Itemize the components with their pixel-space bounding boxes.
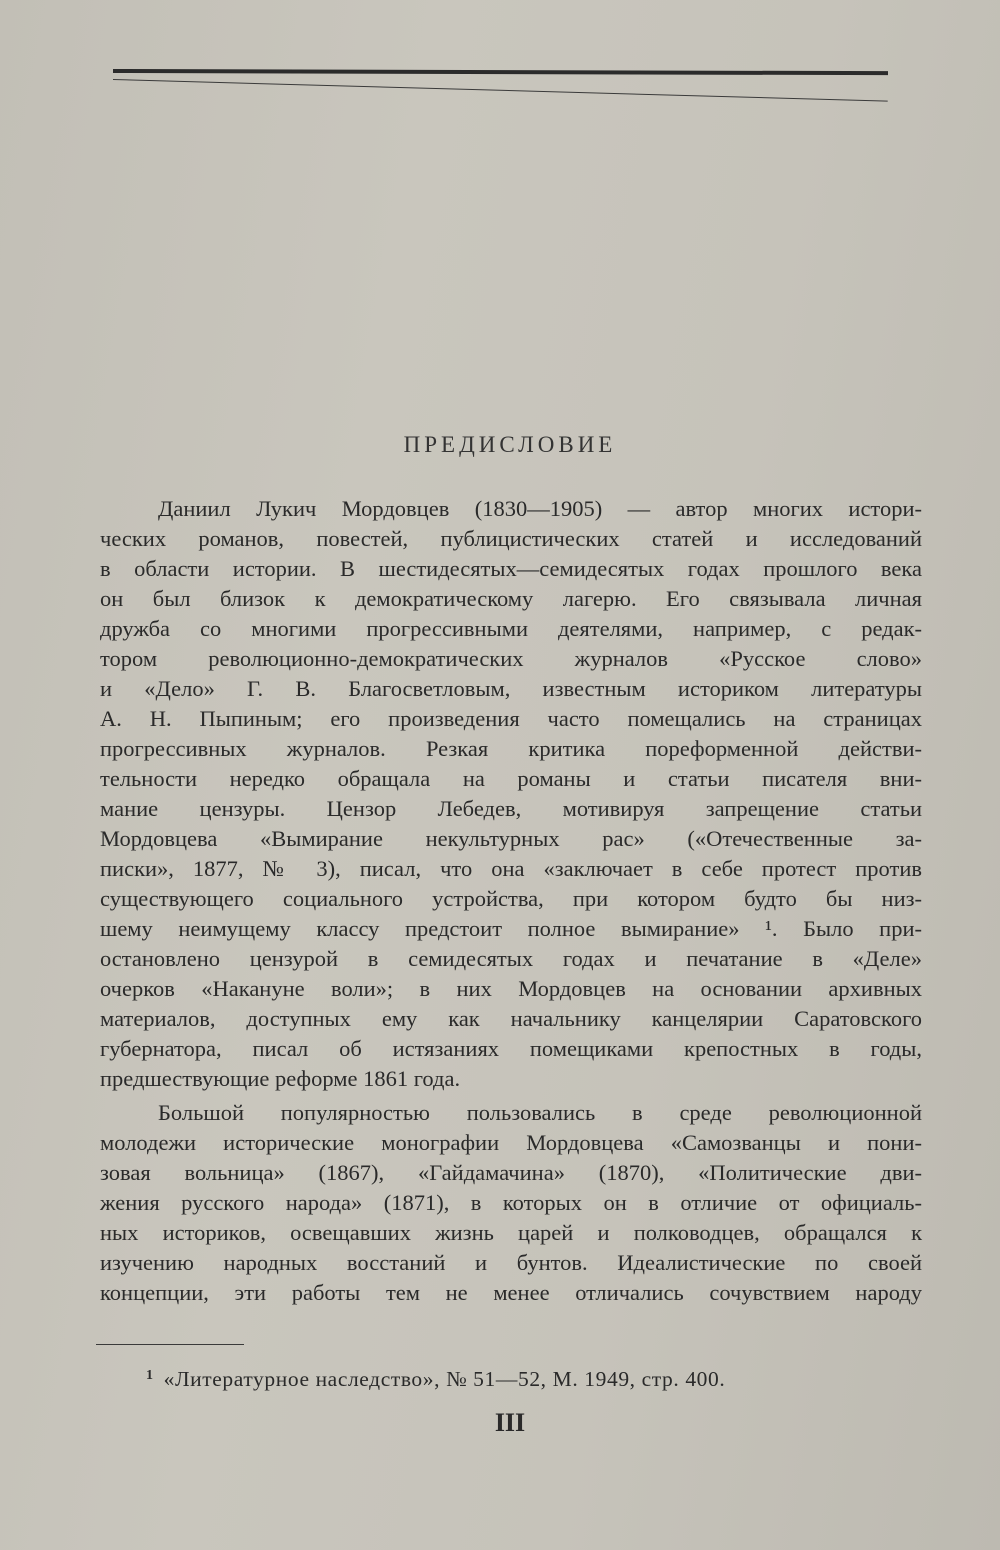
footnote xyxy=(146,1361,725,1394)
page-heading: ПРЕДИСЛОВИЕ xyxy=(403,432,617,457)
text-line: молодежи исторические монографии Мордовцева «Самозванцы и пони- xyxy=(100,1130,922,1155)
text-line: предшествующие реформе 1861 года. xyxy=(100,1066,461,1091)
text-line: Большой популярностью пользовались в среде революционной xyxy=(158,1100,922,1125)
footnote-divider xyxy=(96,1344,244,1345)
text-line: зовая вольница» (1867), «Гайдамачина» (1870), «Политические дви- xyxy=(100,1160,922,1185)
text-line: мание цензуры. Цензор Лебедев, мотивируя запрещение статьи xyxy=(100,796,922,821)
text-line: он был близок к демократическому лагерю. Его связывала личная xyxy=(100,586,922,611)
text-line: изучению народных восстаний и бунтов. Идеалистические по своей xyxy=(100,1250,922,1275)
text-line: тельности нередко обращала на романы и статьи писателя вни- xyxy=(100,766,922,791)
text-line: очерков «Накануне воли»; в них Мордовцев на основании архивных xyxy=(100,976,922,1001)
text-line: существующего социального устройства, при котором будто бы низ- xyxy=(100,886,922,911)
text-line: остановлено цензурой в семидесятых годах и печатание в «Деле» xyxy=(100,946,922,971)
top-rule-thin xyxy=(113,79,888,102)
text-line: писки», 1877, № 3), писал, что она «заключает в себе протест против xyxy=(100,856,922,881)
paragraph-2 xyxy=(100,1098,922,1308)
text-line: жения русского народа» (1871), в которых он в отличие от официаль- xyxy=(100,1190,922,1215)
text-line: материалов, доступных ему как начальнику канцелярии Саратовского xyxy=(100,1006,922,1031)
text-line: дружба со многими прогрессивными деятелями, например, с редак- xyxy=(100,616,922,641)
text-line: Даниил Лукич Мордовцев (1830—1905) — автор многих истори- xyxy=(158,496,922,521)
text-line: концепции, эти работы тем не менее отличались сочувствием народу xyxy=(100,1280,922,1305)
footnote-marker: 1 xyxy=(146,1368,154,1383)
text-line: шему неимущему классу предстоит полное вымирание» ¹. Было при- xyxy=(100,916,922,941)
text-line: Мордовцева «Вымирание некультурных рас» («Отечественные за- xyxy=(100,826,922,851)
text-line: прогрессивных журналов. Резкая критика пореформенной действи- xyxy=(100,736,922,761)
page-number: III xyxy=(494,1408,526,1437)
text-line: губернатора, писал об истязаниях помещиками крепостных в годы, xyxy=(100,1036,922,1061)
text-line: А. Н. Пыпиным; его произведения часто помещались на страницах xyxy=(100,706,922,731)
body-text xyxy=(100,494,922,1308)
paragraph-1 xyxy=(100,494,922,1094)
text-line: ческих романов, повестей, публицистических статей и исследований xyxy=(100,526,922,551)
text-line: тором революционно-демократических журналов «Русское слово» xyxy=(100,646,922,671)
text-line: в области истории. В шестидесятых—семидесятых годах прошлого века xyxy=(100,556,922,581)
footnote-text: «Литературное наследство», № 51—52, М. 1949, стр. 400. xyxy=(163,1367,726,1391)
text-line: ных историков, освещавших жизнь царей и полководцев, обращался к xyxy=(100,1220,922,1245)
text-line: и «Дело» Г. В. Благосветловым, известным историком литературы xyxy=(100,676,922,701)
top-rule-thick xyxy=(113,69,888,75)
